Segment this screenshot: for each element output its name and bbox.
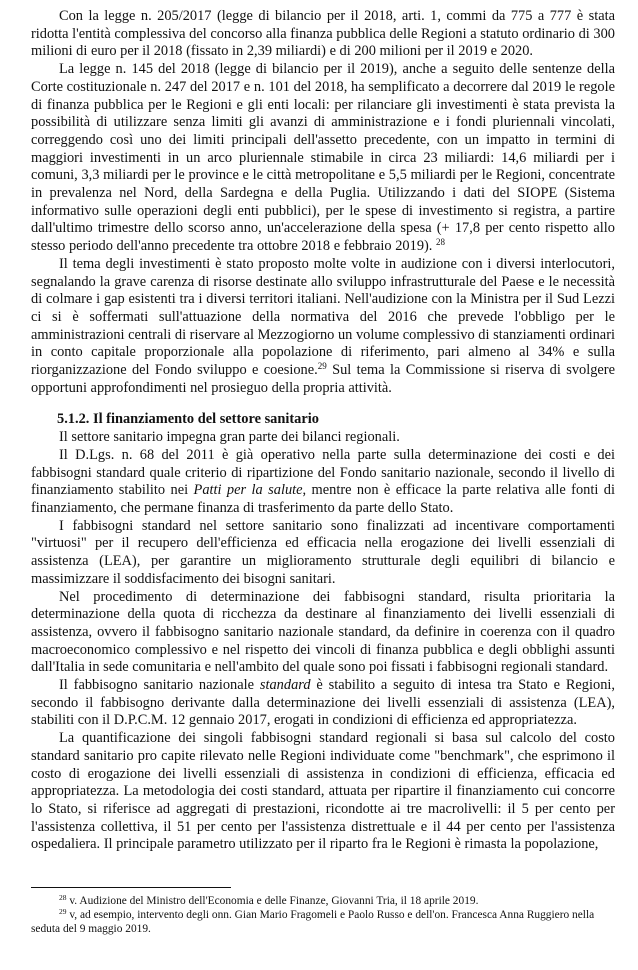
footnote-28: $^{28}$ v. Audizione del Ministro dell'Economia e delle Finanze, Giovanni Tria, il 18 aprile 2019. <box>59 893 479 907</box>
paragraph-dlgs-68: Il D.Lgs. n. 68 del 2011 è già operativo nella parte sulla determinazione dei costi e dei fabbisogni standard quale criterio di ripartizione del Fondo sanitario nazionale, secondo il livello di finanziamento stabilito nei Patti per la salute, mentre non è efficace la parte relativa alle fonti di finanziamento, che permane finanza di trasferimento da parte dello Stato. <box>31 446 615 516</box>
paragraph-procedimento: Nel procedimento di determinazione dei fabbisogni standard, risulta prioritaria la determinazione della quota di ricchezza da destinare al finanziamento dei livelli essenziali di assistenza, ovvero il fabbisogno sanitario nazionale standard, da definire in coerenza con il quadro macroeconomico complessivo e nel rispetto dei vincoli di finanza pubblica e degli obblighi assunti dall'Italia in sede comunitaria e nell'ambito del quale sono poi fissati i fabbisogni regionali standard. <box>31 588 615 676</box>
document-body <box>31 8 615 854</box>
paragraph-legge-205: Con la legge n. 205/2017 (legge di bilancio per il 2018, arti. 1, commi da 775 a 777 è stata ridotta l'entità complessiva del concorso alla finanza pubblica delle Regioni a statuto ordinario di 300 milioni di euro per il 2018 (fissato in 2,39 miliardi) e di 200 milioni per il 2019 e 2020. <box>31 8 615 60</box>
footnote-divider <box>31 887 231 888</box>
paragraph-investimenti: Il tema degli investimenti è stato proposto molte volte in audizione con i diversi interlocutori, segnalando la grave carenza di risorse destinate allo sviluppo infrastrutturale del Paese e le necessità di colmare i gap esistenti tra i diversi territori italiani. Nell'audizione con la Ministra per il Sud Lezzi ci si è soffermati sull'attuazione della normativa del 2016 che prevede l'obbligo per le amministrazioni centrali di riservare al Mezzogiorno un volume complessivo di stanziamenti ordinari in conto capitale proporzionale alla popolazione di riferimento, pari almeno al 34% e sulla riorganizzazione del Fondo sviluppo e coesione.$^{29}$ Sul tema la Commissione si riserva di svolgere opportuni approfondimenti nel prosieguo della propria attività. <box>31 255 615 396</box>
paragraph-legge-145: La legge n. 145 del 2018 (legge di bilancio per il 2019), anche a seguito delle sentenze della Corte costituzionale n. 247 del 2017 e n. 101 del 2018, ha semplificato a decorrere dal 2019 le regole di finanza pubblica per le Regioni e gli enti locali: per rilanciare gli investimenti è stata prevista la possibilità di utilizzare senza limiti gli avanzi di amministrazione e i fondi pluriennali vincolati, correggendo così uno dei limiti principali dell'assetto precedente, con un impatto in termini di maggiori investimenti in un arco pluriennale stimabile in circa 23 miliardi: 14,6 miliardi per i comuni, 3,3 miliardi per le province e le città metropolitane e 5,5 miliardi per le Regioni, concentrate in prevalenza nel Nord, della Sardegna e della Puglia. Utilizzando i dati del SIOPE (Sistema informativo sulle operazioni degli enti pubblici), per le spese di investimento si registra, a partire dall'ultimo trimestre dello scorso anno, un'accelerazione della spesa (+ 17,8 per cento rispetto allo stesso periodo dell'anno precedente tra ottobre 2018 e febbraio 2019). $^{28}$ <box>31 61 615 255</box>
paragraph-quantificazione: La quantificazione dei singoli fabbisogni standard regionali si basa sul calcolo del costo standard sanitario pro capite rilevato nelle Regioni individuate come "benchmark", che esprimono il costo di erogazione dei livelli essenziali di assistenza in condizioni di efficienza, efficacia ed appropriatezza. La metodologia dei costi standard, attuata per ripartire il finanziamento cui concorre lo Stato, si riferisce ad aggregati di prestazioni, ricondotte ai tre macrolivelli: il 5 per cento per l'assistenza collettiva, il 51 per cento per l'assistenza distrettuale e il 44 per cento per l'assistenza ospedaliera. Il principale parametro utilizzato per il riparto fra le Regioni è rimasta la popolazione, <box>31 730 615 853</box>
paragraph-settore-sanitario: Il settore sanitario impegna gran parte dei bilanci regionali. <box>59 429 400 446</box>
footnote-ref-28[interactable]: 28 <box>436 237 446 248</box>
footnote-ref-29[interactable]: 29 <box>317 361 327 372</box>
section-heading: 5.1.2. Il finanziamento del settore sanitario <box>57 411 319 428</box>
paragraph-fabbisogni-standard: I fabbisogni standard nel settore sanitario sono finalizzati ad incentivare comportamenti "virtuosi" per il recupero dell'efficienza ed efficacia nella erogazione dei livelli essenziali di assistenza (LEA), per garantire un miglioramento strutturale degli equilibri di bilancio e massimizzare il soddisfacimento dei bisogni sanitari. <box>31 517 615 587</box>
paragraph-fabbisogno-nazionale: Il fabbisogno sanitario nazionale standard è stabilito a seguito di intesa tra Stato e Regioni, secondo il fabbisogno derivante dalla determinazione dei livelli essenziali di assistenza (LEA), stabiliti con il D.P.C.M. 12 gennaio 2017, erogati in condizioni di efficienza ed appropriatezza. <box>31 677 615 729</box>
footnotes <box>31 887 615 936</box>
footnote-29: $^{29}$ v, ad esempio, intervento degli onn. Gian Mario Fragomeli e Paolo Russo e dell'on. Francesca Anna Ruggiero nella seduta del 9 maggio 2019. <box>31 907 595 935</box>
